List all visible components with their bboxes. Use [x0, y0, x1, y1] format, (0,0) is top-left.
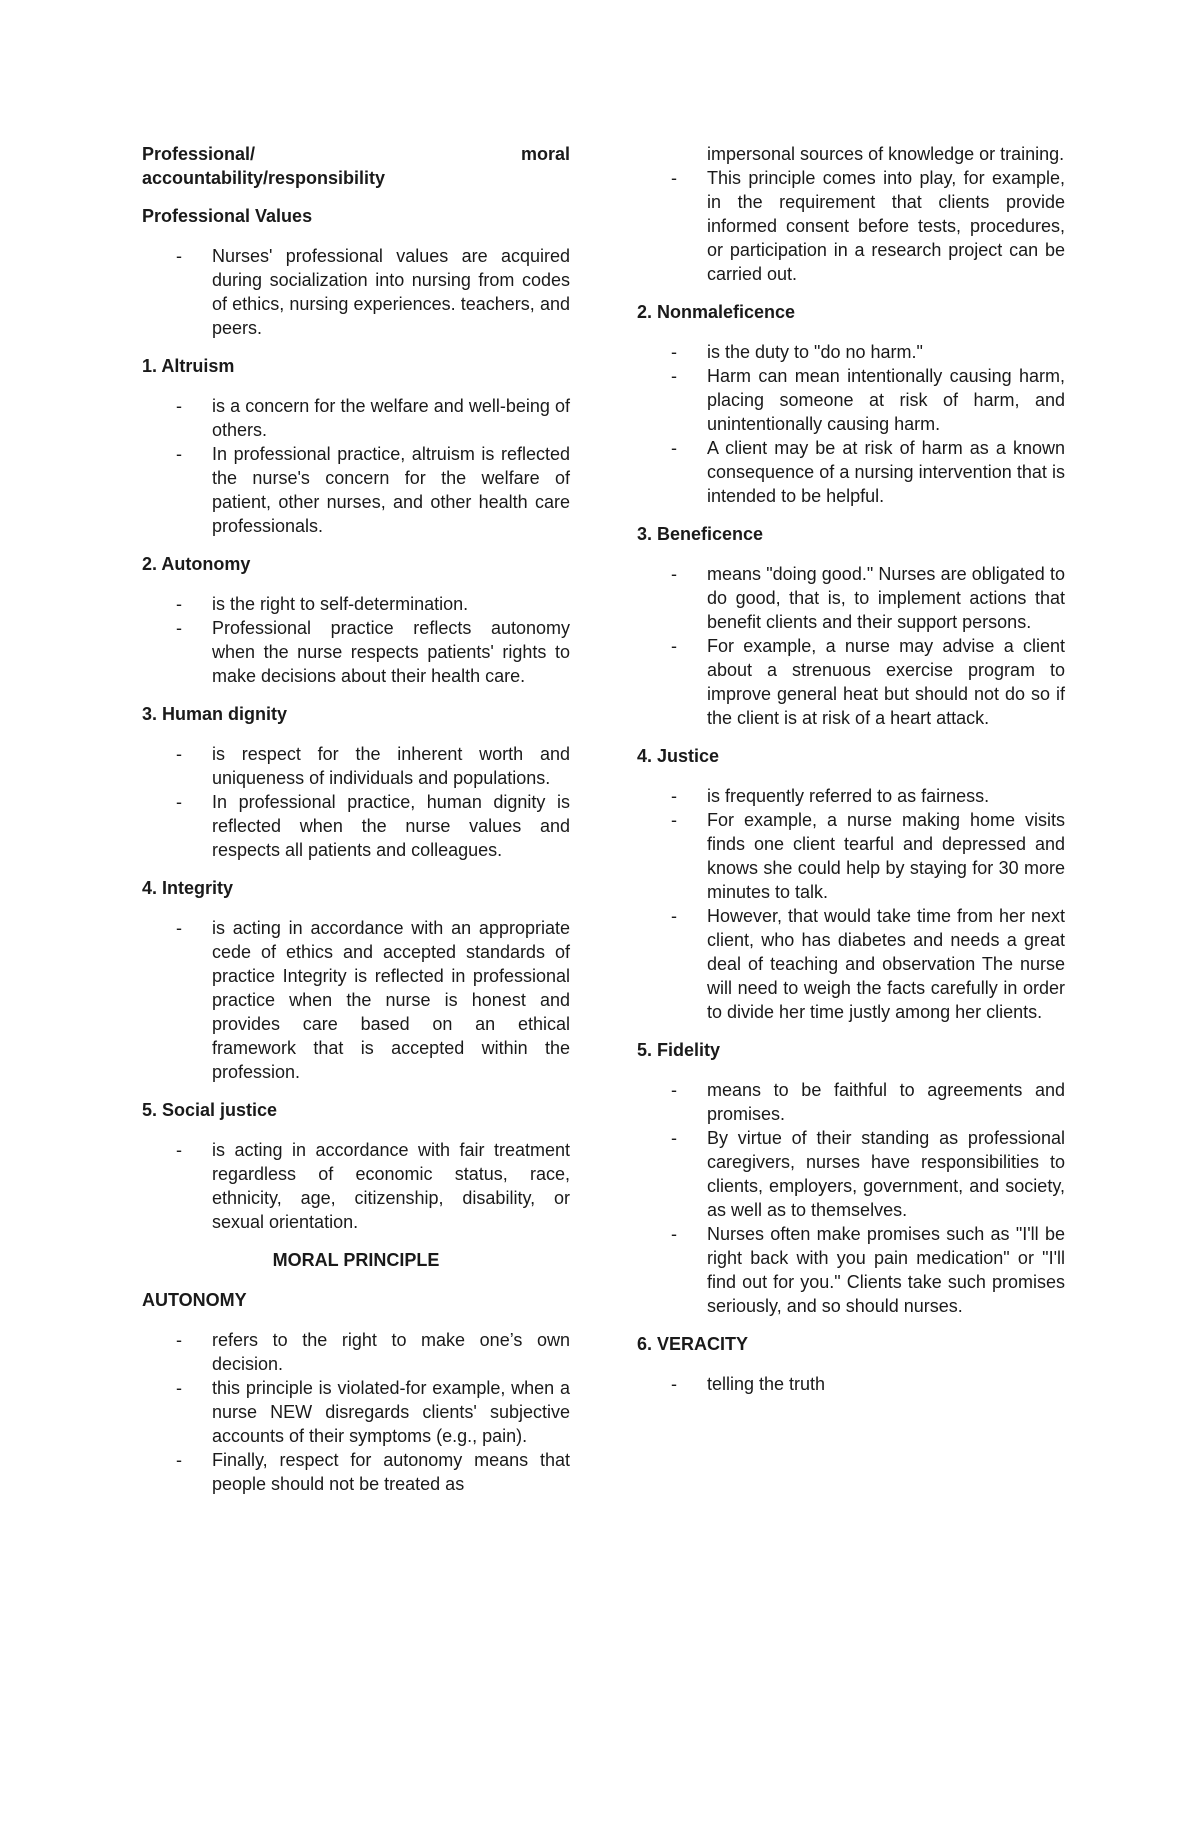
list-item: - Harm can mean intentionally causing harm, placing someone at risk of harm, and unintentionally causing harm. — [637, 364, 1065, 436]
continuation-list — [637, 166, 1065, 286]
list-item: - For example, a nurse making home visits finds one client tearful and depressed and knows she could help by staying for 30 more minutes to talk. — [637, 808, 1065, 904]
list-item: - By virtue of their standing as professional caregivers, nurses have responsibilities to clients, employers, government, and society, as well as to themselves. — [637, 1126, 1065, 1222]
list-item: - Nurses' professional values are acquired during socialization into nursing from codes of ethics, nursing experiences. teachers, and peers. — [142, 244, 570, 340]
section-heading-fidelity: 5. Fidelity — [637, 1040, 721, 1060]
left-column — [142, 142, 570, 1510]
section-heading-professional-values: Professional Values — [142, 206, 313, 226]
list-item: - This principle comes into play, for example, in the requirement that clients provide informed consent before tests, procedures, or participation in a research project can be carried out. — [637, 166, 1065, 286]
list-item: - In professional practice, human dignity is reflected when the nurse values and respects all patients and colleagues. — [142, 790, 570, 862]
autonomy-caps-list — [142, 1328, 570, 1496]
section-heading-justice: 4. Justice — [637, 746, 720, 766]
title-part-1: Professional/ — [142, 144, 256, 164]
autonomy-list — [142, 592, 570, 688]
list-item: - is the duty to "do no harm." — [637, 340, 1065, 364]
section-heading-autonomy: 2. Autonomy — [142, 554, 251, 574]
veracity-list — [637, 1372, 1065, 1396]
section-heading-veracity: 6. VERACITY — [637, 1334, 749, 1354]
section-heading-social-justice: 5. Social justice — [142, 1100, 278, 1120]
fidelity-list — [637, 1078, 1065, 1318]
continued-text: impersonal sources of knowledge or training. — [707, 144, 1065, 164]
list-item: - is a concern for the welfare and well-being of others. — [142, 394, 570, 442]
title-line-2: accountability/responsibility — [142, 168, 386, 188]
integrity-list — [142, 916, 570, 1084]
beneficence-list — [637, 562, 1065, 730]
section-heading-human-dignity: 3. Human dignity — [142, 704, 288, 724]
list-item: - However, that would take time from her next client, who has diabetes and needs a great deal of teaching and observation The nurse will need to weigh the facts carefully in order to divide her time justly among her clients. — [637, 904, 1065, 1024]
human-dignity-list — [142, 742, 570, 862]
altruism-list — [142, 394, 570, 538]
list-item: - For example, a nurse may advise a client about a strenuous exercise program to improve general heat but should not do so if the client is at risk of a heart attack. — [637, 634, 1065, 730]
list-item: - means to be faithful to agreements and promises. — [637, 1078, 1065, 1126]
moral-principle-heading: MORAL PRINCIPLE — [272, 1250, 440, 1270]
nonmaleficence-list — [637, 340, 1065, 508]
title-part-2: moral — [520, 144, 570, 164]
list-item: - A client may be at risk of harm as a known consequence of a nursing intervention that is intended to be helpful. — [637, 436, 1065, 508]
list-item: - refers to the right to make one’s own decision. — [142, 1328, 570, 1376]
list-item: - is acting in accordance with fair treatment regardless of economic status, race, ethnicity, age, citizenship, disability, or sexual orientation. — [142, 1138, 570, 1234]
list-item: - is the right to self-determination. — [142, 592, 570, 616]
list-item: - telling the truth — [637, 1372, 1065, 1396]
document-title — [142, 142, 570, 190]
section-heading-integrity: 4. Integrity — [142, 878, 234, 898]
list-item: - Finally, respect for autonomy means that people should not be treated as — [142, 1448, 570, 1496]
professional-values-list — [142, 244, 570, 340]
list-item: - this principle is violated-for example, when a nurse NEW disregards clients' subjective accounts of their symptoms (e.g., pain). — [142, 1376, 570, 1448]
section-heading-nonmaleficence: 2. Nonmaleficence — [637, 302, 796, 322]
list-item: - is acting in accordance with an appropriate cede of ethics and accepted standards of practice Integrity is reflected in professional practice when the nurse is honest and provides care based on an ethical framework that is accepted within the profession. — [142, 916, 570, 1084]
list-item: - is frequently referred to as fairness. — [637, 784, 1065, 808]
section-heading-altruism: 1. Altruism — [142, 356, 235, 376]
section-heading-autonomy-caps: AUTONOMY — [142, 1290, 247, 1310]
list-item: - is respect for the inherent worth and uniqueness of individuals and populations. — [142, 742, 570, 790]
social-justice-list — [142, 1138, 570, 1234]
right-column — [637, 142, 1065, 1410]
section-heading-beneficence: 3. Beneficence — [637, 524, 764, 544]
justice-list — [637, 784, 1065, 1024]
list-item: - means "doing good." Nurses are obligated to do good, that is, to implement actions that benefit clients and their support persons. — [637, 562, 1065, 634]
list-item: - Professional practice reflects autonomy when the nurse respects patients' rights to make decisions about their health care. — [142, 616, 570, 688]
list-item: - Nurses often make promises such as "I'll be right back with you pain medication" or "I'll find out for you." Clients take such promises seriously, and so should nurses. — [637, 1222, 1065, 1318]
list-item: - In professional practice, altruism is reflected the nurse's concern for the welfare of patient, other nurses, and other health care professionals. — [142, 442, 570, 538]
